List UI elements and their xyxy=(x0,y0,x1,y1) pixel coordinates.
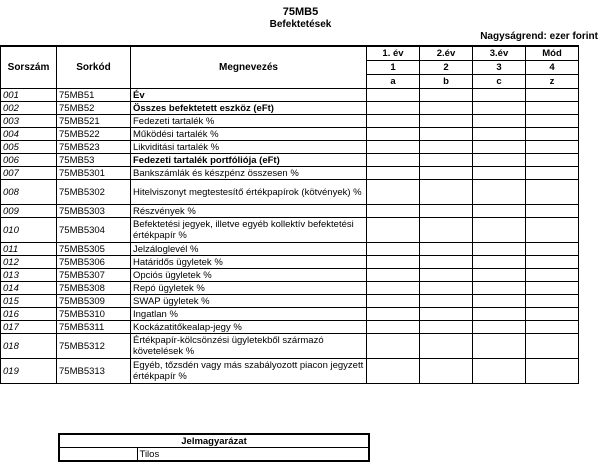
row-megnevezes: Év xyxy=(131,89,367,102)
header-mod: Mód xyxy=(526,46,579,61)
header-sorszam: Sorszám xyxy=(1,46,57,89)
value-cell-z[interactable] xyxy=(526,269,579,282)
row-megnevezes: Részvények % xyxy=(131,205,367,218)
table-row xyxy=(1,282,579,295)
value-cell-z[interactable] xyxy=(526,282,579,295)
table-row xyxy=(1,256,579,269)
row-sorkod: 75MB522 xyxy=(57,128,131,141)
legend-title: Jelmagyarázat xyxy=(59,434,369,448)
row-sorszam: 007 xyxy=(1,167,57,180)
row-sorkod: 75MB5313 xyxy=(57,359,131,384)
value-cell-c[interactable] xyxy=(473,321,526,334)
row-sorszam: 019 xyxy=(1,359,57,384)
header-year-2: 2.év xyxy=(420,46,473,61)
value-cell-z[interactable] xyxy=(526,154,579,167)
row-sorszam: 016 xyxy=(1,308,57,321)
row-sorszam: 002 xyxy=(1,102,57,115)
value-cell-a[interactable] xyxy=(367,205,420,218)
row-sorkod: 75MB523 xyxy=(57,141,131,154)
table-row xyxy=(1,243,579,256)
table-row xyxy=(1,89,579,102)
value-cell-z[interactable] xyxy=(526,256,579,269)
value-cell-a[interactable] xyxy=(367,359,420,384)
table-row xyxy=(1,269,579,282)
value-cell-a[interactable] xyxy=(367,89,420,102)
unit-note: Nagyságrend: ezer forint xyxy=(480,31,598,42)
row-sorkod: 75MB5312 xyxy=(57,334,131,359)
value-cell-a[interactable] xyxy=(367,334,420,359)
value-cell-c[interactable] xyxy=(473,167,526,180)
value-cell-b[interactable] xyxy=(420,115,473,128)
row-sorkod: 75MB5302 xyxy=(57,180,131,205)
row-megnevezes: Határidős ügyletek % xyxy=(131,256,367,269)
value-cell-b[interactable] xyxy=(420,269,473,282)
header-letter-c: c xyxy=(473,75,526,89)
row-megnevezes: Hitelviszonyt megtestesítő értékpapírok (kötvények) % xyxy=(131,180,367,205)
table-row xyxy=(1,167,579,180)
row-sorszam: 017 xyxy=(1,321,57,334)
value-cell-z[interactable] xyxy=(526,334,579,359)
table-row xyxy=(1,295,579,308)
row-megnevezes: Kockázatitőkealap-jegy % xyxy=(131,321,367,334)
row-sorkod: 75MB521 xyxy=(57,115,131,128)
row-sorkod: 75MB5304 xyxy=(57,218,131,243)
row-sorkod: 75MB5307 xyxy=(57,269,131,282)
value-cell-b[interactable] xyxy=(420,102,473,115)
value-cell-z[interactable] xyxy=(526,359,579,384)
row-megnevezes: Összes befektetett eszköz (eFt) xyxy=(131,102,367,115)
value-cell-b[interactable] xyxy=(420,359,473,384)
row-sorszam: 001 xyxy=(1,89,57,102)
row-sorkod: 75MB5301 xyxy=(57,167,131,180)
table-row xyxy=(1,128,579,141)
row-sorkod: 75MB5303 xyxy=(57,205,131,218)
value-cell-c[interactable] xyxy=(473,256,526,269)
value-cell-a[interactable] xyxy=(367,269,420,282)
row-sorszam: 015 xyxy=(1,295,57,308)
row-megnevezes: SWAP ügyletek % xyxy=(131,295,367,308)
row-megnevezes: Ingatlan % xyxy=(131,308,367,321)
value-cell-b[interactable] xyxy=(420,308,473,321)
value-cell-z[interactable] xyxy=(526,141,579,154)
row-sorszam: 003 xyxy=(1,115,57,128)
value-cell-z[interactable] xyxy=(526,295,579,308)
value-cell-z[interactable] xyxy=(526,243,579,256)
form-subtitle: Befektetések xyxy=(269,19,332,30)
row-sorkod: 75MB5311 xyxy=(57,321,131,334)
value-cell-z[interactable] xyxy=(526,205,579,218)
value-cell-z[interactable] xyxy=(526,89,579,102)
table-row xyxy=(1,154,579,167)
value-cell-c[interactable] xyxy=(473,89,526,102)
table-row xyxy=(1,359,579,384)
row-sorkod: 75MB5308 xyxy=(57,282,131,295)
header-megnevezes: Megnevezés xyxy=(131,46,367,89)
table-row xyxy=(1,141,579,154)
row-sorkod: 75MB52 xyxy=(57,102,131,115)
value-cell-b[interactable] xyxy=(420,256,473,269)
row-sorszam: 005 xyxy=(1,141,57,154)
value-cell-a[interactable] xyxy=(367,180,420,205)
row-sorszam: 018 xyxy=(1,334,57,359)
value-cell-z[interactable] xyxy=(526,218,579,243)
value-cell-c[interactable] xyxy=(473,269,526,282)
value-cell-c[interactable] xyxy=(473,359,526,384)
row-megnevezes: Likviditási tartalék % xyxy=(131,141,367,154)
row-sorkod: 75MB51 xyxy=(57,89,131,102)
row-megnevezes: Egyéb, tőzsdén vagy más szabályozott piacon jegyzett értékpapír % xyxy=(131,359,367,384)
value-cell-c[interactable] xyxy=(473,218,526,243)
value-cell-z[interactable] xyxy=(526,308,579,321)
value-cell-c[interactable] xyxy=(473,128,526,141)
value-cell-b[interactable] xyxy=(420,282,473,295)
form-code-title: 75MB5 xyxy=(282,6,319,18)
value-cell-c[interactable] xyxy=(473,295,526,308)
value-cell-a[interactable] xyxy=(367,295,420,308)
value-cell-z[interactable] xyxy=(526,180,579,205)
header-num-2: 2 xyxy=(420,61,473,75)
header-year-3: 3.év xyxy=(473,46,526,61)
table-row xyxy=(1,102,579,115)
value-cell-b[interactable] xyxy=(420,334,473,359)
value-cell-z[interactable] xyxy=(526,128,579,141)
value-cell-c[interactable] xyxy=(473,282,526,295)
header-sorkod: Sorkód xyxy=(57,46,131,89)
row-megnevezes: Fedezeti tartalék % xyxy=(131,115,367,128)
table-row xyxy=(1,180,579,205)
value-cell-z[interactable] xyxy=(526,167,579,180)
value-cell-a[interactable] xyxy=(367,321,420,334)
table-row xyxy=(1,205,579,218)
value-cell-b[interactable] xyxy=(420,180,473,205)
value-cell-c[interactable] xyxy=(473,308,526,321)
legend-swatch-forbidden xyxy=(59,448,137,462)
header-num-4: 4 xyxy=(526,61,579,75)
value-cell-c[interactable] xyxy=(473,115,526,128)
value-cell-a[interactable] xyxy=(367,167,420,180)
row-sorszam: 011 xyxy=(1,243,57,256)
value-cell-a[interactable] xyxy=(367,308,420,321)
value-cell-b[interactable] xyxy=(420,141,473,154)
value-cell-b[interactable] xyxy=(420,167,473,180)
row-sorszam: 008 xyxy=(1,180,57,205)
row-sorszam: 004 xyxy=(1,128,57,141)
value-cell-a[interactable] xyxy=(367,218,420,243)
row-megnevezes: Befektetési jegyek, illetve egyéb kollektív befektetési értékpapír % xyxy=(131,218,367,243)
row-megnevezes: Fedezeti tartalék portfóliója (eFt) xyxy=(131,154,367,167)
legend-table xyxy=(58,433,370,462)
row-megnevezes: Jelzáloglevél % xyxy=(131,243,367,256)
value-cell-b[interactable] xyxy=(420,205,473,218)
row-sorkod: 75MB5310 xyxy=(57,308,131,321)
row-megnevezes: Opciós ügyletek % xyxy=(131,269,367,282)
value-cell-c[interactable] xyxy=(473,102,526,115)
value-cell-a[interactable] xyxy=(367,256,420,269)
value-cell-a[interactable] xyxy=(367,243,420,256)
row-megnevezes: Értékpapír-kölcsönzési ügyletekből származó követelések % xyxy=(131,334,367,359)
value-cell-z[interactable] xyxy=(526,102,579,115)
value-cell-c[interactable] xyxy=(473,205,526,218)
header-letter-z: z xyxy=(526,75,579,89)
row-sorkod: 75MB5309 xyxy=(57,295,131,308)
row-sorkod: 75MB5306 xyxy=(57,256,131,269)
value-cell-c[interactable] xyxy=(473,141,526,154)
row-megnevezes: Bankszámlák és készpénz összesen % xyxy=(131,167,367,180)
value-cell-c[interactable] xyxy=(473,243,526,256)
table-row xyxy=(1,218,579,243)
row-sorszam: 006 xyxy=(1,154,57,167)
table-row xyxy=(1,334,579,359)
header-num-1: 1 xyxy=(367,61,420,75)
table-body xyxy=(1,89,579,384)
value-cell-a[interactable] xyxy=(367,115,420,128)
legend-label-forbidden: Tilos xyxy=(137,448,369,462)
table-row xyxy=(1,115,579,128)
row-sorszam: 009 xyxy=(1,205,57,218)
value-cell-a[interactable] xyxy=(367,102,420,115)
row-megnevezes: Működési tartalék % xyxy=(131,128,367,141)
data-table xyxy=(0,45,579,384)
row-sorkod: 75MB53 xyxy=(57,154,131,167)
value-cell-b[interactable] xyxy=(420,295,473,308)
value-cell-z[interactable] xyxy=(526,115,579,128)
value-cell-a[interactable] xyxy=(367,154,420,167)
header-letter-a: a xyxy=(367,75,420,89)
value-cell-a[interactable] xyxy=(367,141,420,154)
header-num-3: 3 xyxy=(473,61,526,75)
row-sorszam: 013 xyxy=(1,269,57,282)
table-row xyxy=(1,308,579,321)
value-cell-b[interactable] xyxy=(420,243,473,256)
value-cell-b[interactable] xyxy=(420,128,473,141)
value-cell-a[interactable] xyxy=(367,282,420,295)
row-sorszam: 012 xyxy=(1,256,57,269)
value-cell-a[interactable] xyxy=(367,128,420,141)
header-letter-b: b xyxy=(420,75,473,89)
value-cell-b[interactable] xyxy=(420,321,473,334)
value-cell-b[interactable] xyxy=(420,218,473,243)
value-cell-b[interactable] xyxy=(420,154,473,167)
header-year-1: 1. év xyxy=(367,46,420,61)
value-cell-c[interactable] xyxy=(473,334,526,359)
table-row xyxy=(1,321,579,334)
value-cell-z[interactable] xyxy=(526,321,579,334)
row-sorkod: 75MB5305 xyxy=(57,243,131,256)
row-sorszam: 010 xyxy=(1,218,57,243)
row-megnevezes: Repó ügyletek % xyxy=(131,282,367,295)
value-cell-c[interactable] xyxy=(473,154,526,167)
row-sorszam: 014 xyxy=(1,282,57,295)
value-cell-b[interactable] xyxy=(420,89,473,102)
value-cell-c[interactable] xyxy=(473,180,526,205)
